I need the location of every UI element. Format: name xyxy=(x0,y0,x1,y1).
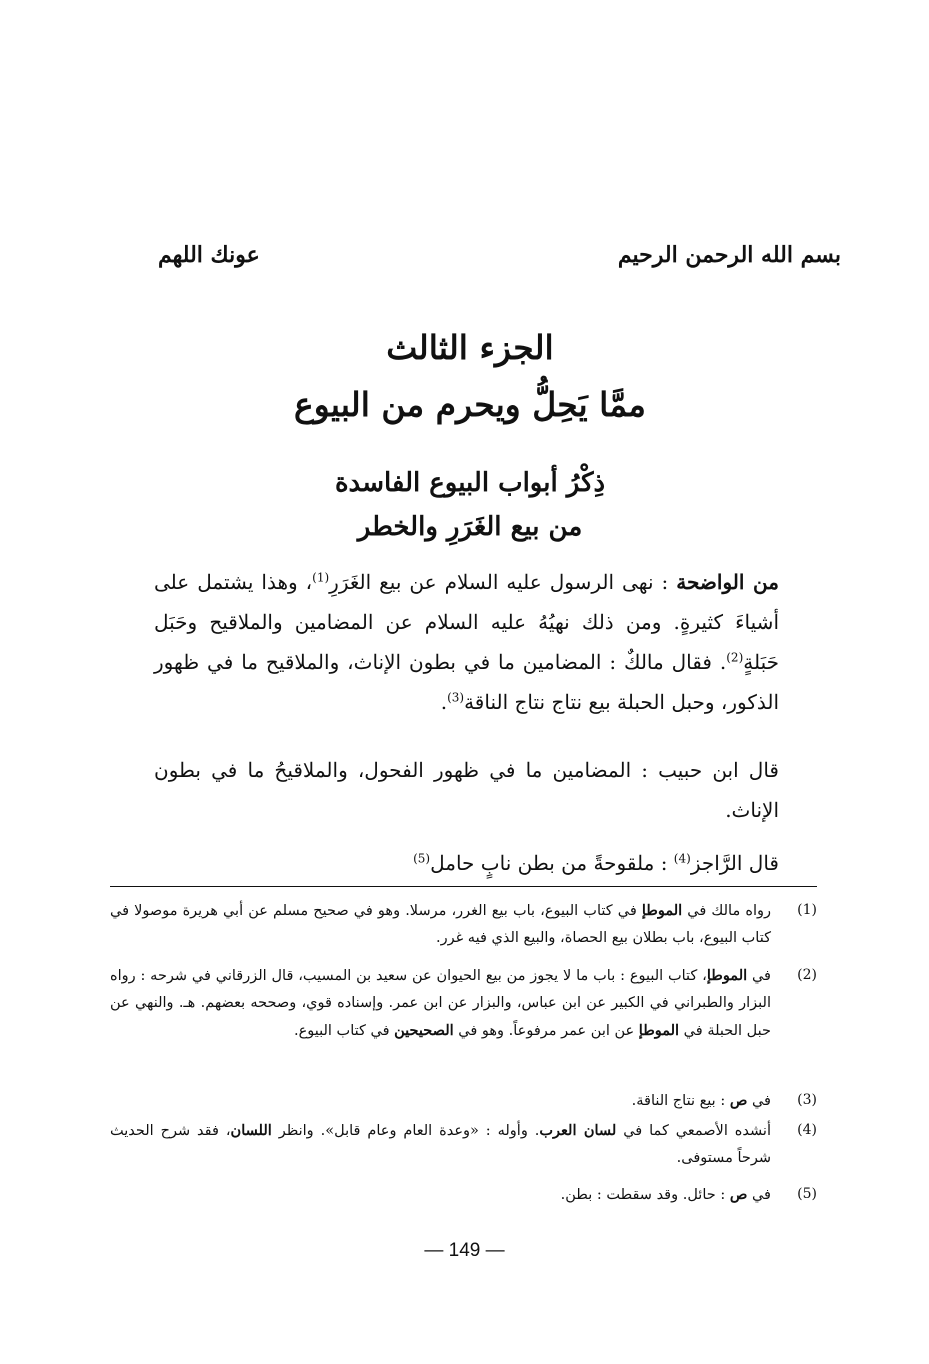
footnote-segment: : حائل. وقد سقطت : بطن. xyxy=(560,1187,730,1203)
book-title: الصحيحين xyxy=(394,1022,454,1039)
book-title: اللسان xyxy=(230,1122,272,1139)
footnote-text xyxy=(110,1181,771,1209)
footnote-number: (3) xyxy=(797,1092,817,1108)
manuscript-siglum: ص xyxy=(729,1092,748,1109)
book-title: الموطإ xyxy=(641,902,683,919)
footnote-segment: في كتاب البيوع. xyxy=(294,1023,395,1039)
footnote-ref: (5) xyxy=(413,851,431,866)
footnote-4 xyxy=(110,1117,817,1172)
footnote-segment: ، فقد شرح الحديث شرحاً مستوفى. xyxy=(110,1123,771,1166)
footnote-ref: (4) xyxy=(673,851,691,866)
page-number: — 149 — xyxy=(424,1240,505,1261)
footnote-segment: عن ابن عمر مرفوعاً. وهو في xyxy=(453,1023,639,1039)
footnote-2 xyxy=(110,962,817,1045)
footnote-segment: رواه مالك في xyxy=(682,903,771,919)
paragraph-text: : نهى الرسول عليه السلام عن بيع الغَرَرِ xyxy=(329,570,677,594)
source-name: من الواضحة xyxy=(676,570,779,594)
book-title: الموطإ xyxy=(638,1022,680,1039)
footnote-text xyxy=(110,962,771,1045)
paragraph-text: قال الرَّاجز xyxy=(690,851,779,875)
footnote-1 xyxy=(110,897,817,952)
section-heading-line2: من بيع الغَرَرِ والخطر xyxy=(357,512,583,542)
basmala-header: بسم الله الرحمن الرحيم xyxy=(617,242,841,268)
section-heading-line1: ذِكْرُ أبواب البيوع الفاسدة xyxy=(334,468,606,498)
footnote-segment: في xyxy=(747,968,771,984)
paragraph-2: قال ابن حبيب : المضامين ما في ظهور الفحول، والملاقيحُ ما في بطون الإناث. xyxy=(154,758,779,822)
footnote-segment: في xyxy=(747,1093,771,1109)
footnote-ref: (3) xyxy=(447,690,465,705)
paragraph-text: ، وهذا يشتمل على أشياءَ كثيرةٍ. ومن ذلك نهيُهُ عليه السلام عن المضامين والملاقيح وحَبَل حَبَلةٍ xyxy=(154,570,779,674)
manuscript-siglum: ص xyxy=(729,1186,748,1203)
footnote-number: (5) xyxy=(797,1186,817,1202)
paragraph-text: . فقال مالكٌ : المضامين ما في بطون الإناث، والملاقيح ما في ظهور الذكور، وحبل الحبلة بيع نتاج نتاج الناقة xyxy=(154,650,779,714)
footnote-ref: (2) xyxy=(726,650,744,665)
footnote-ref: (1) xyxy=(312,570,330,585)
verse-line xyxy=(154,843,779,883)
paragraph-text: : ملقوحةً من بطن نابٍ حامل xyxy=(430,851,674,875)
footnote-segment: في xyxy=(747,1187,771,1203)
footnote-segment: في كتاب البيوع، باب بيع الغرر، مرسلا. وهو في صحيح مسلم عن أبي هريرة موصولا في كتاب البيوع، باب بطلان بيع الحصاة، والبيع الذي فيه غرر. xyxy=(110,903,771,946)
footnote-text xyxy=(110,897,771,952)
footnote-text xyxy=(110,1117,771,1172)
book-title: لسان العرب xyxy=(539,1122,617,1139)
footnote-number: (1) xyxy=(797,902,817,918)
paragraph-text: . xyxy=(440,690,448,714)
footnote-segment: أنشده الأصمعي كما في xyxy=(616,1123,771,1139)
footnote-text xyxy=(110,1087,771,1115)
invocation-header: عونك اللهم xyxy=(158,242,260,268)
footnote-segment: ، كتاب البيوع : باب ما لا يجوز من بيع الحيوان عن سعيد بن المسيب، قال الزرقاني في شرحه : رواه البزار والطبراني في الكبير عن ابن عباس، والبزار عن ابن عمر. وإسناده قوي، وصححه بعضهم. هـ. والنهي عن حبل الحبلة في xyxy=(110,968,771,1039)
part-title: الجزء الثالث xyxy=(386,328,554,367)
footnote-divider xyxy=(110,886,817,887)
footnote-3 xyxy=(110,1087,817,1115)
footnote-number: (2) xyxy=(797,967,817,983)
paragraph-1 xyxy=(154,562,779,722)
footnote-segment: . وأوله : «وعدة العام وعام قابل». وانظر xyxy=(271,1123,540,1139)
footnote-number: (4) xyxy=(797,1122,817,1138)
part-subtitle: ممَّا يَحِلُّ ويحرم من البيوع xyxy=(294,385,646,424)
footnote-5 xyxy=(110,1181,817,1209)
footnote-segment: : بيع نتاج الناقة. xyxy=(631,1093,730,1109)
book-title: الموطإ xyxy=(706,967,748,984)
